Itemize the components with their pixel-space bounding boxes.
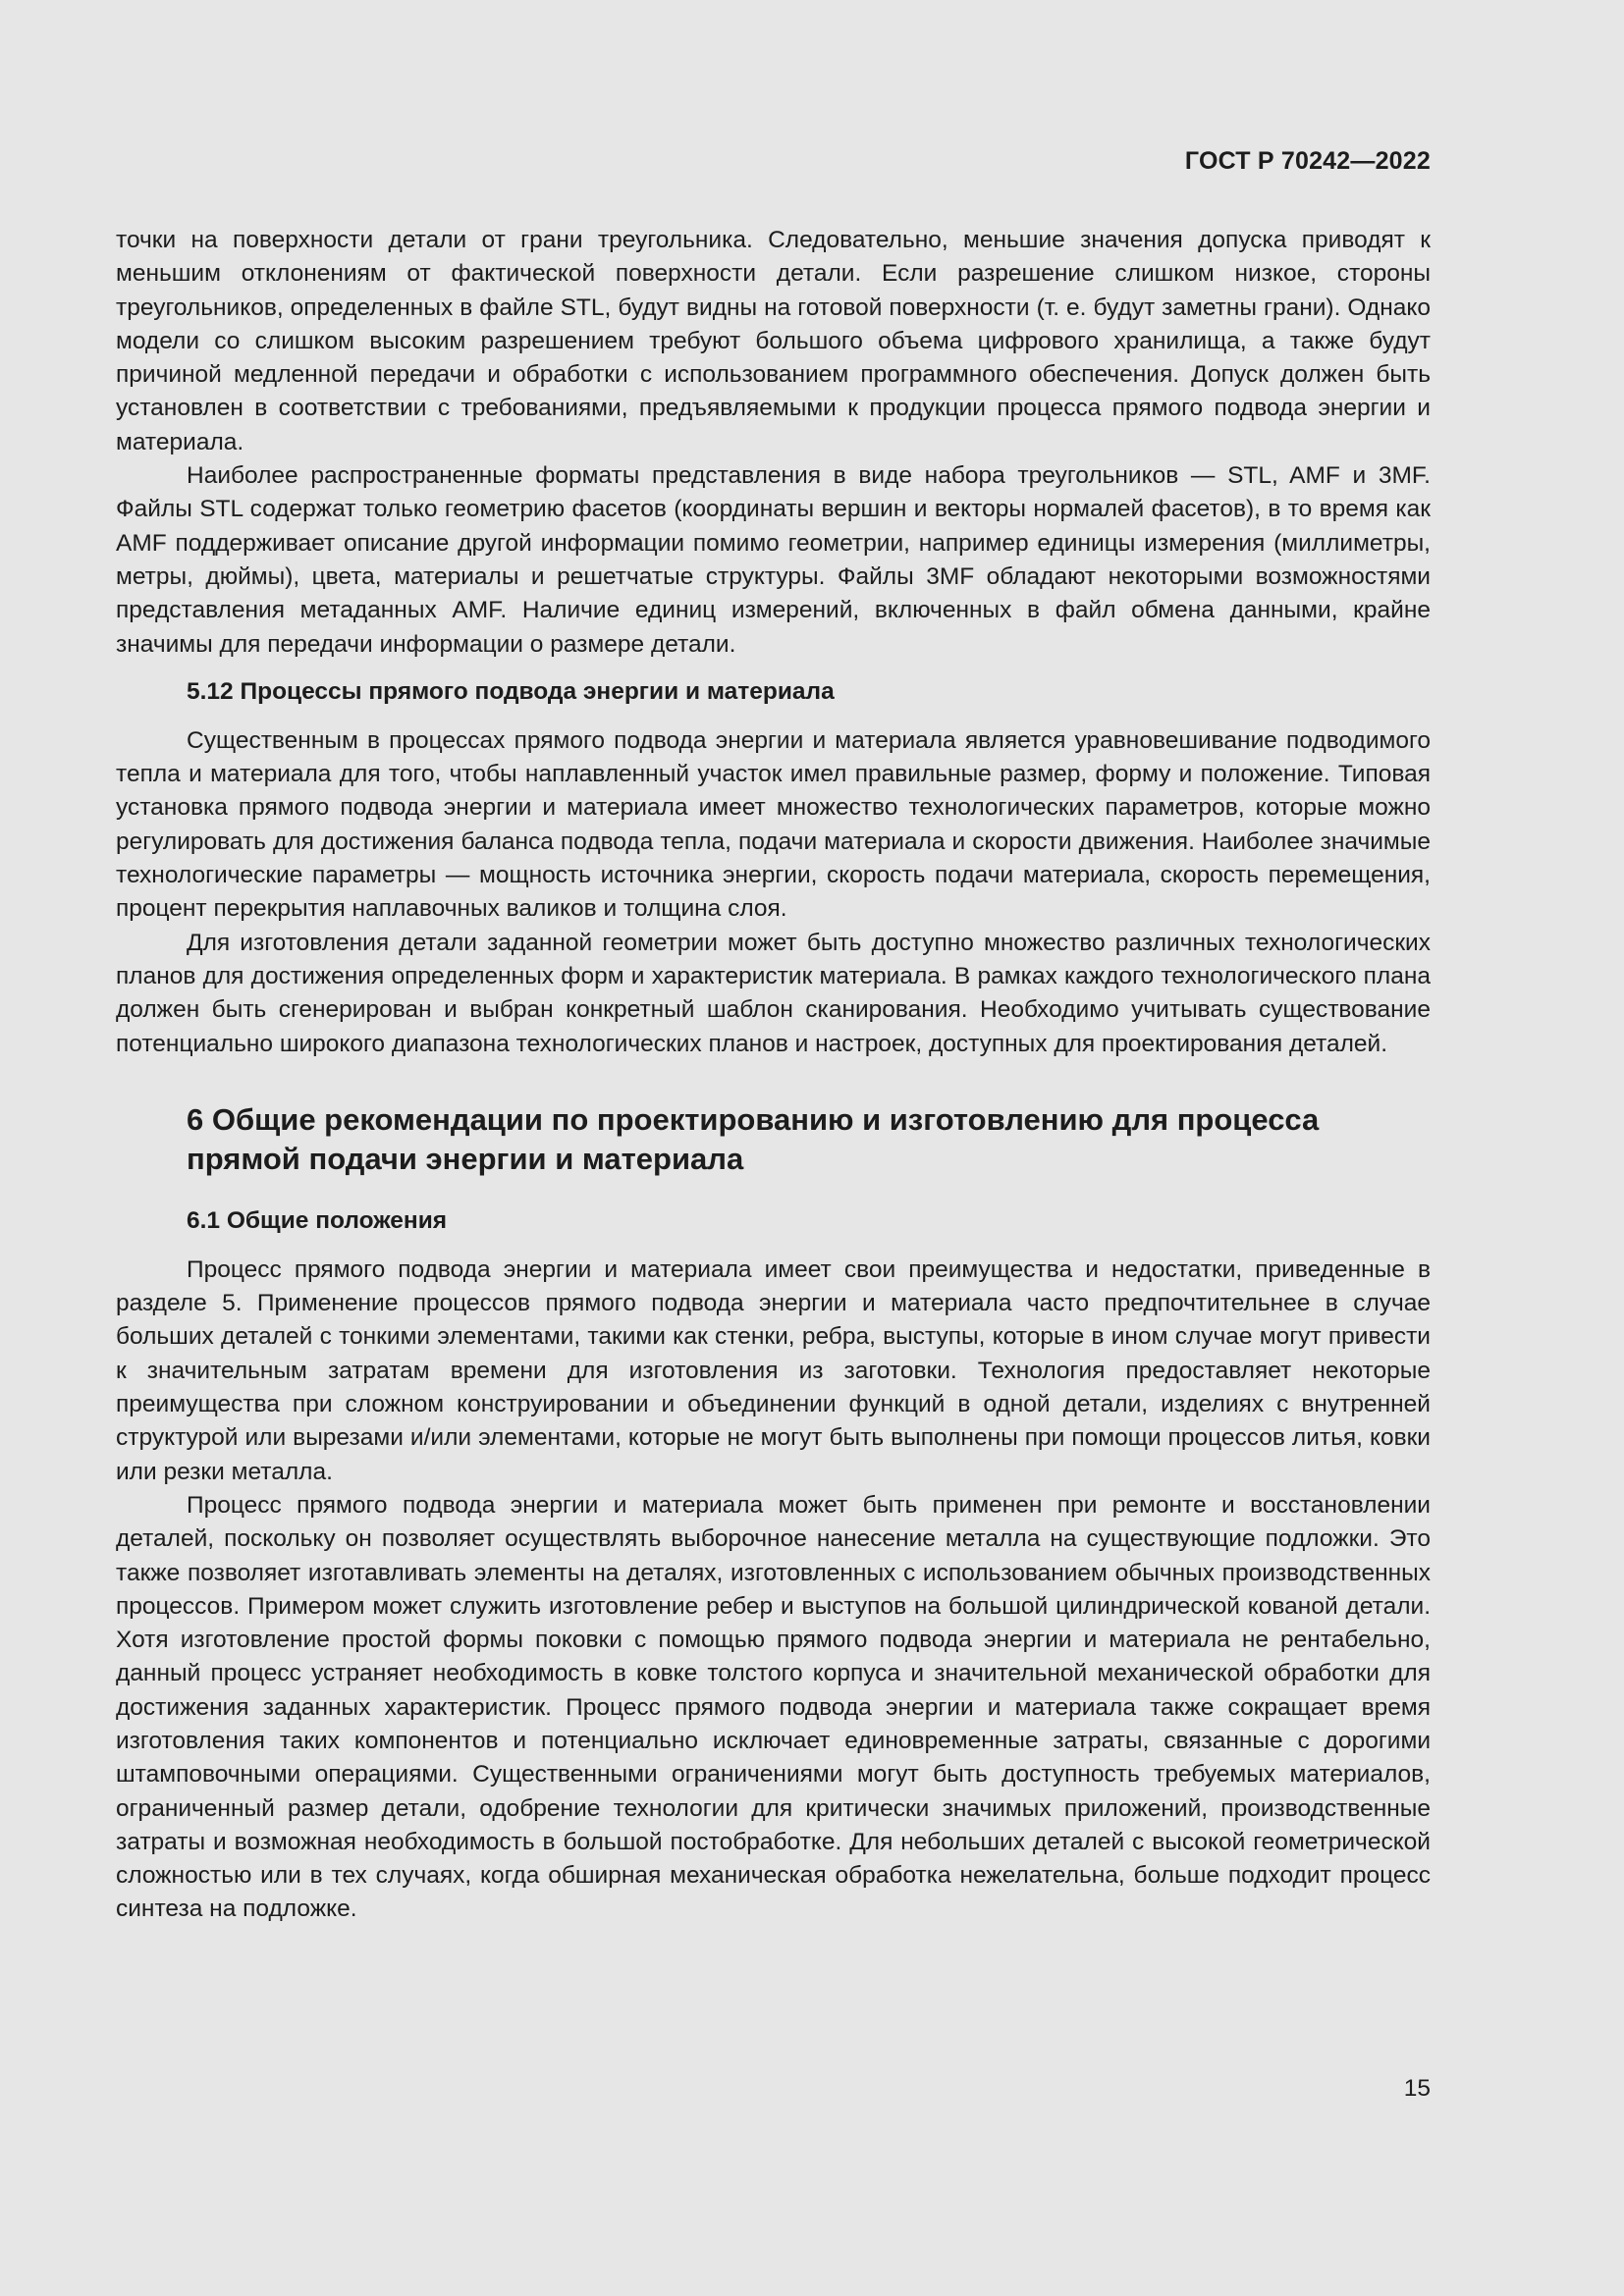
document-body (116, 224, 1431, 1927)
section-heading-5-12: 5.12 Процессы прямого подвода энергии и материала (187, 677, 835, 705)
page-number: 15 (1403, 2075, 1431, 2102)
paragraph-5-12-b: Для изготовления детали заданной геометрии может быть доступно множество различных технологических планов для достижения определенных форм и характеристик материала. В рамках каждого технологического плана должен быть сгенерирован и выбран конкретный шаблон сканирования. Необходимо учитывать существование потенциально широкого диапазона технологических планов и настроек, доступных для проектирования деталей. (116, 929, 1431, 1057)
document-code-header: ГОСТ Р 70242—2022 (1184, 147, 1431, 175)
section-heading-6-1: 6.1 Общие положения (187, 1206, 448, 1234)
paragraph-6-1-b: Процесс прямого подвода энергии и материала может быть применен при ремонте и восстановлении деталей, поскольку он позволяет осуществлять выборочное нанесение металла на существующие подложки. Это также позволяет изготавливать элементы на деталях, изготовленных с использованием обычных производственных процессов. Примером может служить изготовление ребер и выступов на большой цилиндрической кованой детали. Хотя изготовление простой формы поковки с помощью прямого подвода энергии и материала не рентабельно, данный процесс устраняет необходимость в ковке толстого корпуса и значительной механической обработки для достижения заданных характеристик. Процесс прямого подвода энергии и материала также сокращает время изготовления таких компонентов и потенциально исключает единовременные затраты, связанные с дорогими штамповочными операциями. Существенными ограничениями могут быть доступность требуемых материалов, ограниченный размер детали, одобрение технологии для критически значимых приложений, производственные затраты и возможная необходимость в большой постобработке. Для небольших деталей с высокой геометрической сложностью или в тех случаях, когда обширная механическая обработка нежелательна, больше подходит процесс синтеза на подложке. (116, 1491, 1431, 1923)
paragraph-continuation: точки на поверхности детали от грани треугольника. Следовательно, меньшие значения допуска приводят к меньшим отклонениям от фактической поверхности детали. Если разрешение слишком низкое, стороны треугольников, определенных в файле STL, будут видны на готовой поверхности (т. е. будут заметны грани). Однако модели со слишком высоким разрешением требуют большого объема цифрового хранилища, а также будут причиной медленной передачи и обработки с использованием программного обеспечения. Допуск должен быть установлен в соответствии с требованиями, предъявляемыми к продукции процесса прямого подвода энергии и материала. (116, 227, 1431, 455)
section-heading-6: 6 Общие рекомендации по проектированию и изготовлению для процесса прямой подачи энергии и материала (187, 1101, 1320, 1176)
paragraph-5-12-a: Существенным в процессах прямого подвода энергии и материала является уравновешивание подводимого тепла и материала для того, чтобы наплавленный участок имел правильные размер, форму и положение. Типовая установка прямого подвода энергии и материала имеет множество технологических параметров, которые можно регулировать для достижения баланса подвода тепла, подачи материала и скорости движения. Наиболее значимые технологические параметры — мощность источника энергии, скорость подачи материала, скорость перемещения, процент перекрытия наплавочных валиков и толщина слоя. (116, 726, 1431, 923)
paragraph-formats: Наиболее распространенные форматы представления в виде набора треугольников — STL, AMF и 3MF. Файлы STL содержат только геометрию фасетов (координаты вершин и векторы нормалей фасетов), в то время как AMF поддерживает описание другой информации помимо геометрии, например единицы измерения (миллиметры, метры, дюймы), цвета, материалы и решетчатые структуры. Файлы 3MF обладают некоторыми возможностями представления метаданных AMF. Наличие единиц измерений, включенных в файл обмена данными, крайне значимы для передачи информации о размере детали. (116, 462, 1431, 658)
paragraph-6-1-a: Процесс прямого подвода энергии и материала имеет свои преимущества и недостатки, приведенные в разделе 5. Применение процессов прямого подвода энергии и материала часто предпочтительнее в случае больших деталей с тонкими элементами, такими как стенки, ребра, выступы, которые в ином случае могут привести к значительным затратам времени для изготовления из заготовки. Технология предоставляет некоторые преимущества при сложном конструировании и объединении функций в одной детали, изделиях с внутренней структурой или вырезами и/или элементами, которые не могут быть выполнены при помощи процессов литья, ковки или резки металла. (116, 1255, 1431, 1485)
